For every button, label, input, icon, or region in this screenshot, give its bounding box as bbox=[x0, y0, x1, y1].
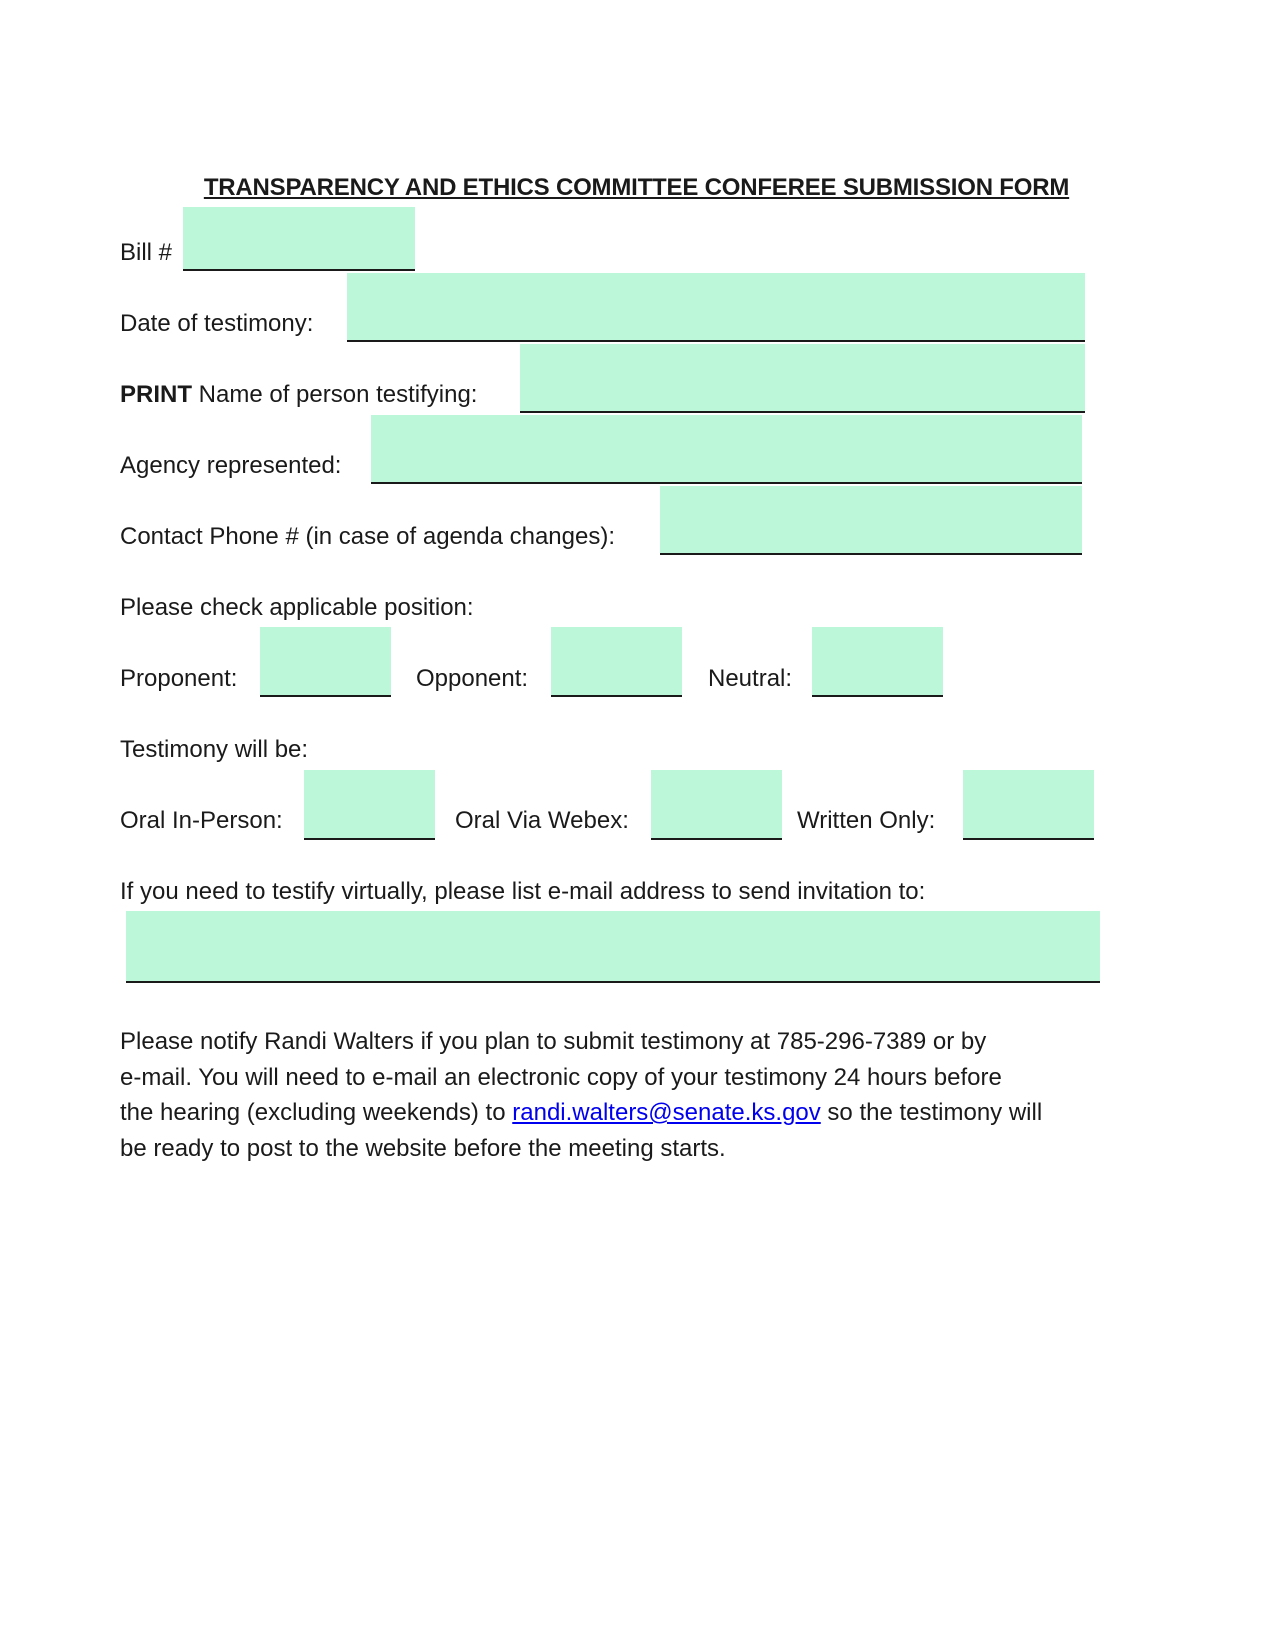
notice-line: e-mail. You will need to e-mail an electronic copy of your testimony 24 hours before bbox=[120, 1063, 1002, 1091]
notice-line: be ready to post to the website before the meeting starts. bbox=[120, 1134, 726, 1162]
print-emphasis: PRINT bbox=[120, 381, 192, 408]
opponent-field[interactable] bbox=[551, 627, 682, 697]
proponent-label: Proponent: bbox=[120, 665, 238, 692]
oral-webex-label: Oral Via Webex: bbox=[455, 807, 629, 834]
contact-phone-field[interactable] bbox=[660, 486, 1082, 555]
form-title: TRANSPARENCY AND ETHICS COMMITTEE CONFEREE SUBMISSION FORM bbox=[203, 174, 1070, 201]
oral-in-person-field[interactable] bbox=[304, 770, 435, 840]
notice-line bbox=[120, 1095, 1165, 1131]
oral-webex-field[interactable] bbox=[651, 770, 782, 840]
name-label-text: Name of person testifying: bbox=[192, 381, 478, 408]
position-prompt: Please check applicable position: bbox=[120, 594, 474, 621]
agency-field[interactable] bbox=[371, 415, 1082, 484]
email-field[interactable] bbox=[126, 911, 1100, 983]
notice-text: the hearing (excluding weekends) to bbox=[120, 1099, 513, 1126]
neutral-field[interactable] bbox=[812, 627, 943, 697]
testimony-prompt: Testimony will be: bbox=[120, 736, 309, 763]
email-prompt: If you need to testify virtually, please list e-mail address to send invitation to: bbox=[120, 878, 926, 905]
date-label: Date of testimony: bbox=[120, 310, 314, 337]
notice-line: Please notify Randi Walters if you plan to submit testimony at 785-296-7389 or by bbox=[120, 1028, 987, 1055]
agency-label: Agency represented: bbox=[120, 452, 342, 479]
written-only-field[interactable] bbox=[963, 770, 1094, 840]
name-label bbox=[120, 380, 477, 410]
bill-label: Bill # bbox=[120, 239, 173, 266]
person-name-field[interactable] bbox=[520, 344, 1085, 413]
written-only-label: Written Only: bbox=[797, 807, 936, 834]
neutral-label: Neutral: bbox=[708, 665, 793, 692]
phone-label: Contact Phone # (in case of agenda changes): bbox=[120, 523, 615, 550]
oral-in-person-label: Oral In-Person: bbox=[120, 807, 283, 834]
notice-paragraph bbox=[120, 1024, 1165, 1166]
email-link[interactable]: randi.walters@senate.ks.gov bbox=[512, 1099, 821, 1126]
proponent-field[interactable] bbox=[260, 627, 391, 697]
bill-number-field[interactable] bbox=[183, 207, 415, 271]
date-of-testimony-field[interactable] bbox=[347, 273, 1085, 342]
notice-text: so the testimony will bbox=[820, 1099, 1043, 1126]
opponent-label: Opponent: bbox=[416, 665, 529, 692]
